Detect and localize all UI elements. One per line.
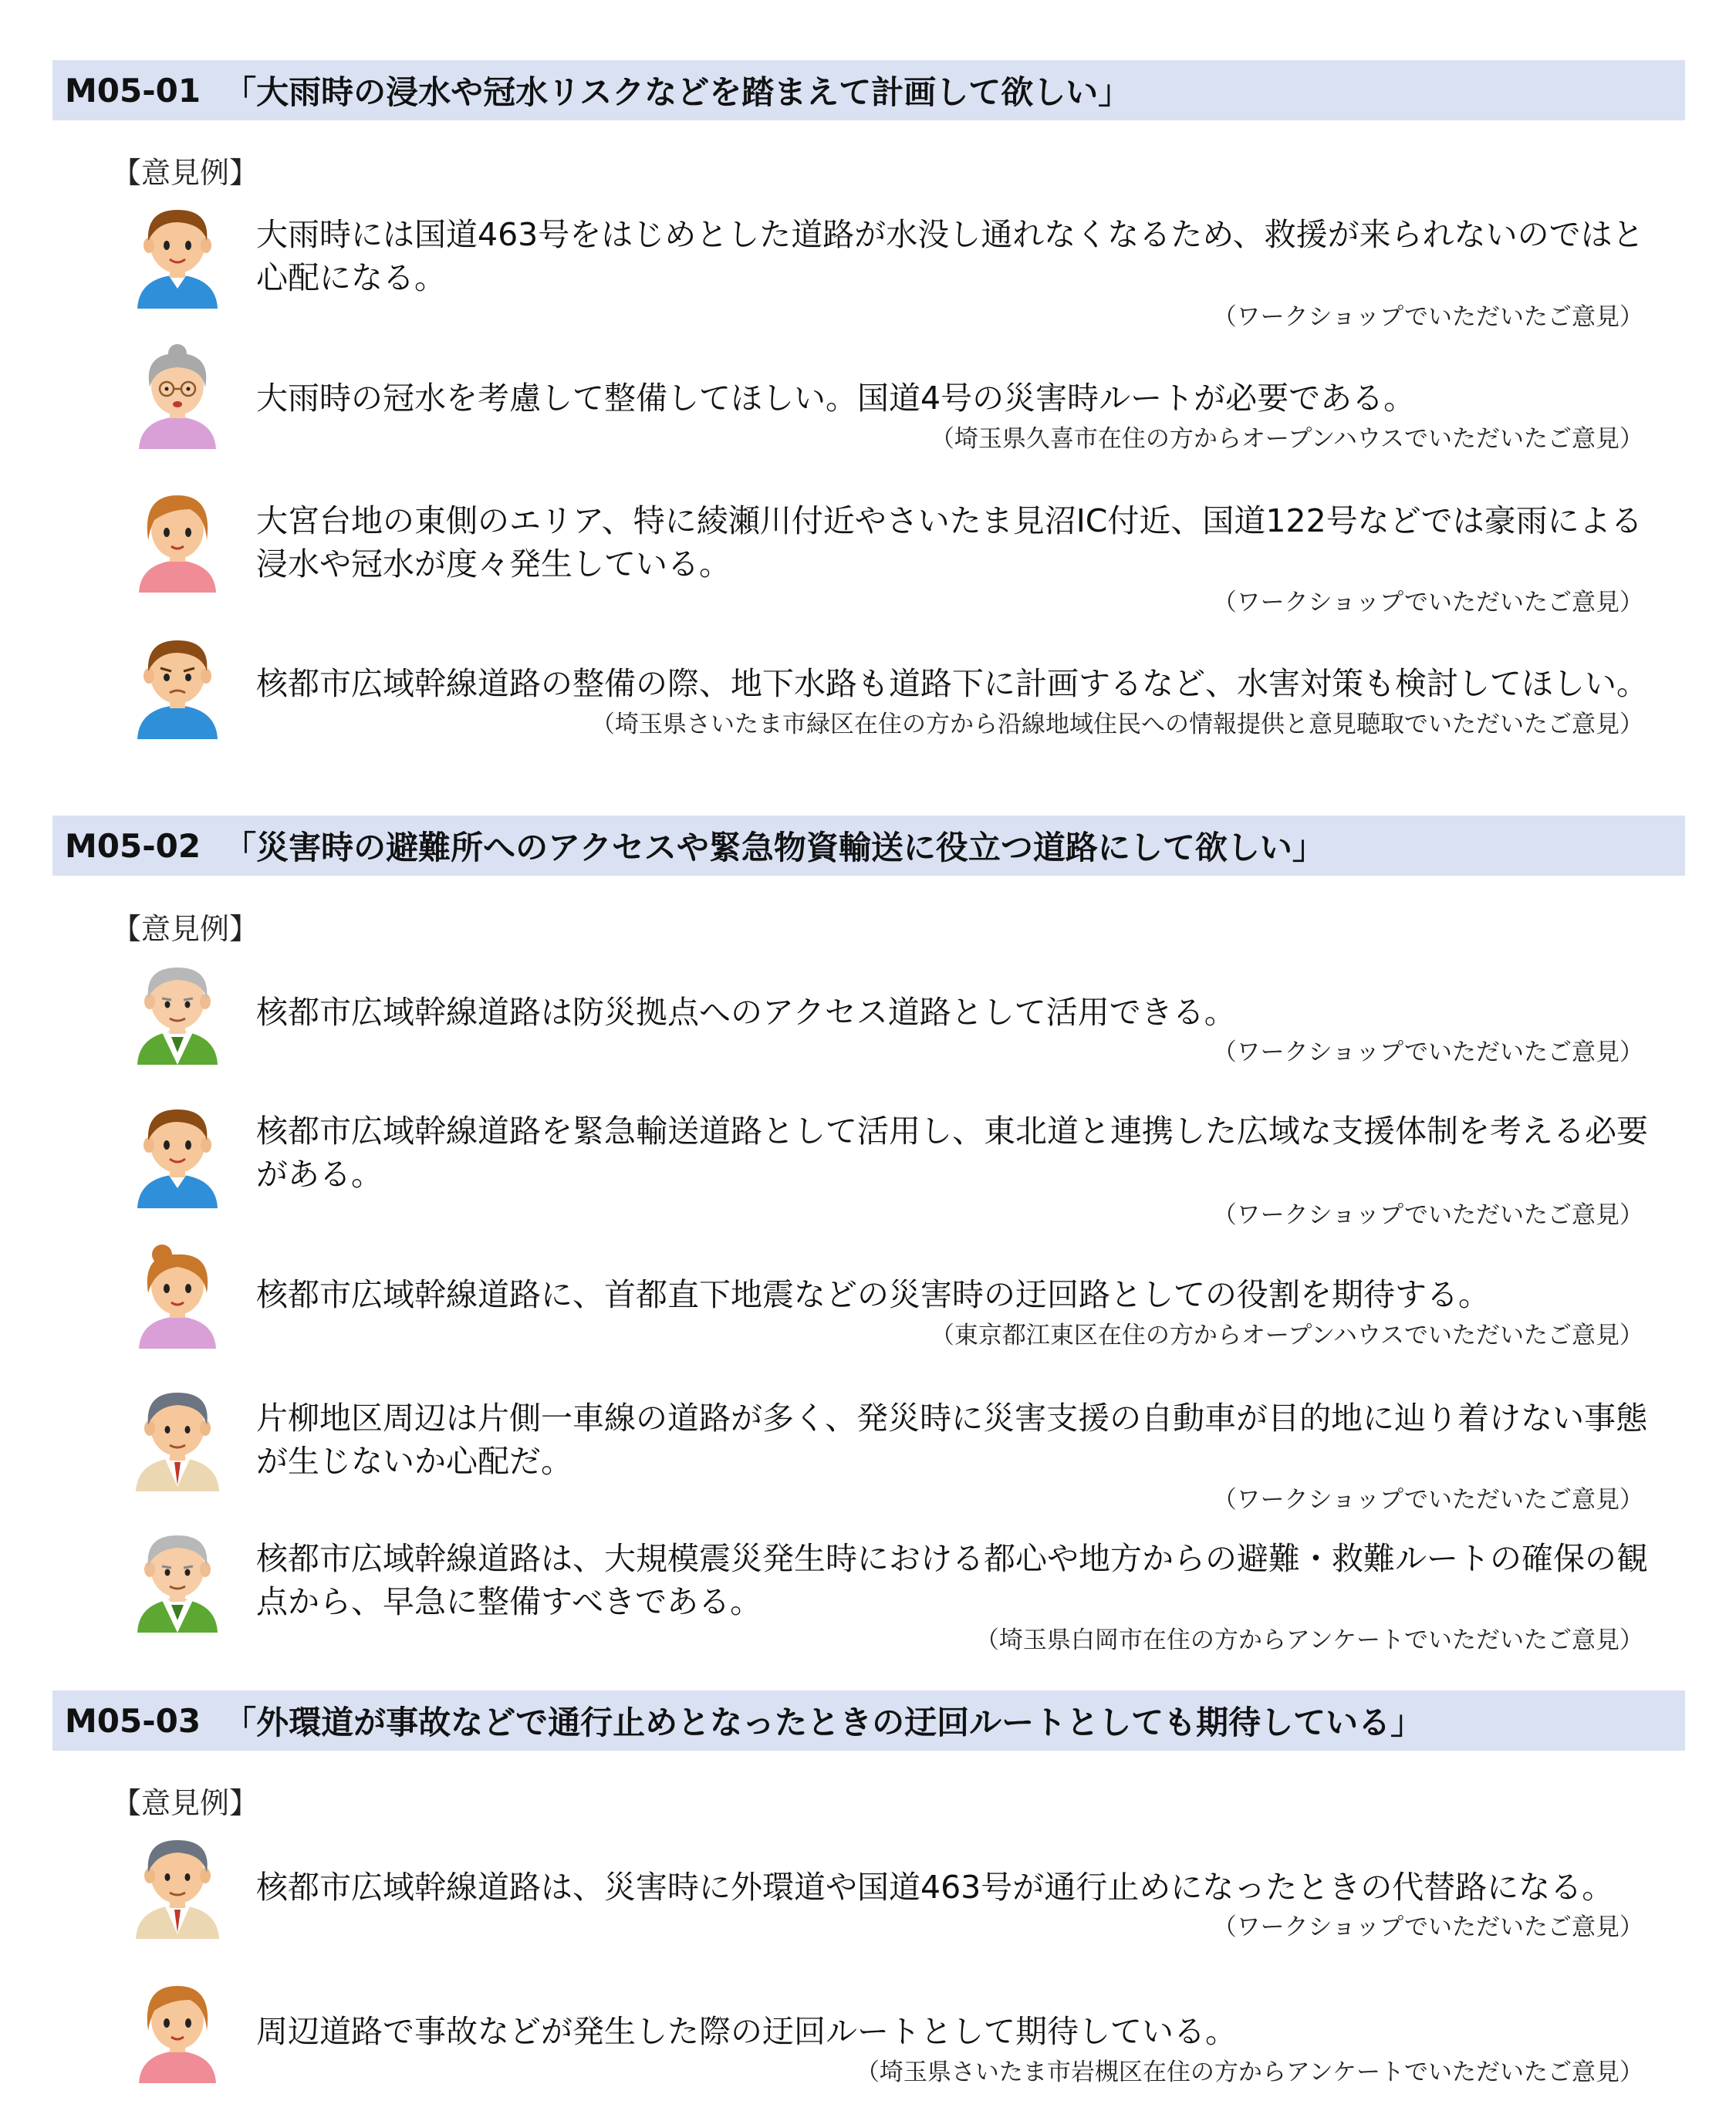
comment-text: 核都市広域幹線道路の整備の際、地下水路も道路下に計画するなど、水害対策も検討してほしい。 xyxy=(256,665,1648,702)
section-header xyxy=(52,816,1685,876)
comment-source: （ワークショップでいただいたご意見） xyxy=(1212,1913,1643,1941)
comment-source: （ワークショップでいただいたご意見） xyxy=(1212,1201,1643,1229)
comment-text: 核都市広域幹線道路は、災害時に外環道や国道463号が通行止めになったときの代替路になる。 xyxy=(256,1869,1614,1906)
section-code: M05-03 xyxy=(65,1701,201,1740)
examples-label: 【意見例】 xyxy=(112,156,259,190)
woman-pink-shirt-avatar-icon xyxy=(131,1977,224,2085)
comment-text: 大雨時には国道463号をはじめとした道路が水没し通れなくなるため、救援が来られないのではと心配になる。 xyxy=(256,216,1644,296)
comment-text: 周辺道路で事故などが発生した際の迂回ルートとして期待している。 xyxy=(256,2013,1237,2050)
elderly-man-green-vest-avatar-icon xyxy=(131,1526,224,1634)
comment-text: 核都市広域幹線道路は防災拠点へのアクセス道路として活用できる。 xyxy=(256,994,1236,1031)
worried-man-blue-shirt-avatar-icon xyxy=(131,633,224,741)
comment-text: 核都市広域幹線道路に、首都直下地震などの災害時の迂回路としての役割を期待する。 xyxy=(256,1276,1490,1313)
comment-source: （ワークショップでいただいたご意見） xyxy=(1212,1486,1643,1514)
examples-label: 【意見例】 xyxy=(112,912,259,946)
section-code: M05-01 xyxy=(65,71,201,110)
elderly-woman-glasses-avatar-icon xyxy=(131,343,224,451)
section-title: 「大雨時の浸水や冠水リスクなどを踏まえて計画して欲しい」 xyxy=(224,73,1131,111)
comment-source: （ワークショップでいただいたご意見） xyxy=(1212,1039,1643,1066)
woman-pink-shirt-avatar-icon xyxy=(131,486,224,594)
young-man-blue-shirt-avatar-icon xyxy=(131,202,224,310)
section-header xyxy=(52,1690,1685,1751)
comment-source: （ワークショップでいただいたご意見） xyxy=(1212,589,1643,616)
comment-source: （東京都江東区在住の方からオープンハウスでいただいたご意見） xyxy=(930,1322,1643,1349)
comment-text: 大宮台地の東側のエリア、特に綾瀬川付近やさいたま見沼IC付近、国道122号などでは豪雨による浸水や冠水が度々発生している。 xyxy=(256,502,1643,583)
middle-aged-man-suit-avatar-icon xyxy=(131,1385,224,1493)
middle-aged-man-suit-avatar-icon xyxy=(131,1832,224,1940)
comment-source: （埼玉県さいたま市岩槻区在住の方からアンケートでいただいたご意見） xyxy=(855,2059,1643,2086)
examples-label: 【意見例】 xyxy=(112,1786,259,1820)
section-title: 「外環道が事故などで通行止めとなったときの迂回ルートとしても期待している」 xyxy=(224,1704,1424,1741)
comment-source: （埼玉県久喜市在住の方からオープンハウスでいただいたご意見） xyxy=(930,425,1643,453)
young-man-blue-shirt-avatar-icon xyxy=(131,1102,224,1210)
comment-source: （埼玉県白岡市在住の方からアンケートでいただいたご意見） xyxy=(974,1626,1643,1654)
comment-text: 核都市広域幹線道路を緊急輸送道路として活用し、東北道と連携した広域な支援体制を考える必要がある。 xyxy=(256,1113,1648,1193)
comment-text: 片柳地区周辺は片側一車線の道路が多く、発災時に災害支援の自動車が目的地に辿り着けない事態が生じないか心配だ。 xyxy=(256,1400,1648,1480)
comment-source: （埼玉県さいたま市緑区在住の方から沿線地域住民への情報提供と意見聴取でいただいたご意見） xyxy=(591,711,1643,738)
section-title: 「災害時の避難所へのアクセスや緊急物資輸送に役立つ道路にして欲しい」 xyxy=(224,829,1325,866)
elderly-man-green-vest-avatar-icon xyxy=(131,958,224,1066)
woman-bun-pink-shirt-avatar-icon xyxy=(131,1242,224,1350)
section-code: M05-02 xyxy=(65,826,201,865)
comment-source: （ワークショップでいただいたご意見） xyxy=(1212,303,1643,331)
comment-text: 核都市広域幹線道路は、大規模震災発生時における都心や地方からの避難・救難ルートの確保の観点から、早急に整備すべきである。 xyxy=(256,1540,1648,1620)
comment-text: 大雨時の冠水を考慮して整備してほしい。国道4号の災害時ルートが必要である。 xyxy=(256,380,1416,417)
section-header xyxy=(52,60,1685,120)
